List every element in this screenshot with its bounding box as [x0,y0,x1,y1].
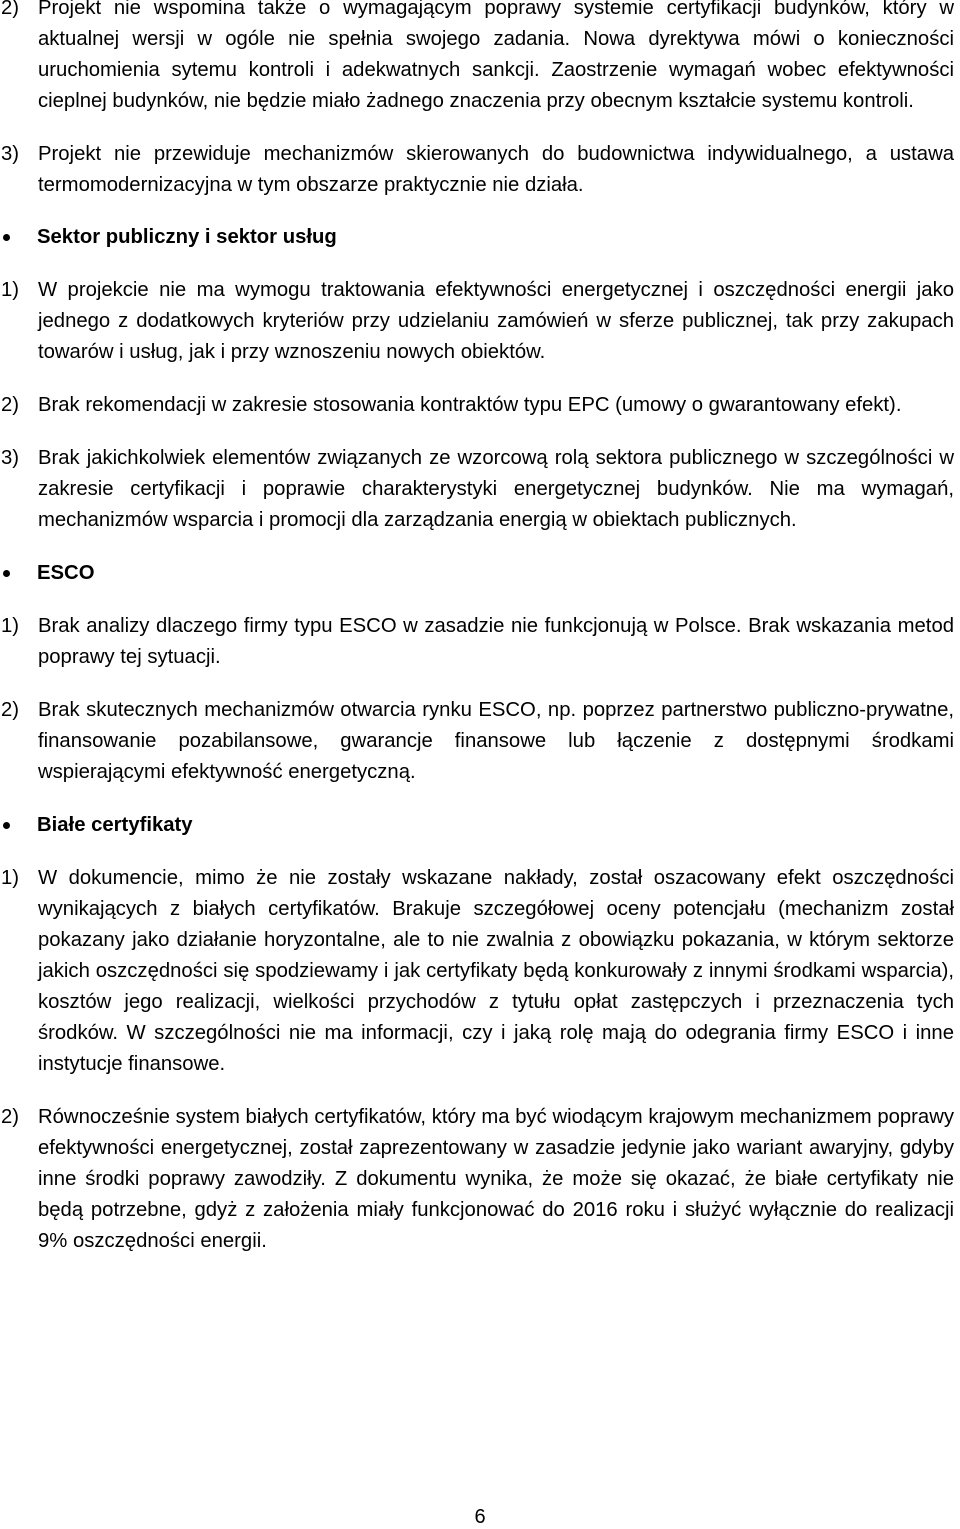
bullet-icon [0,558,37,589]
item-number: 1) [1,615,20,637]
item-number: 2) [1,699,20,721]
page-number: 6 [474,1506,486,1528]
item-number: 2) [1,0,20,19]
section-title: ESCO [37,562,95,584]
item-number: 2) [1,394,20,416]
list-item-continuation-3 [0,139,960,201]
section-heading-white-certificates [0,810,960,841]
list-item [0,1102,960,1257]
list-item [0,611,960,673]
item-number: 3) [1,143,20,165]
list-item [0,443,960,536]
item-text: Brak skutecznych mechanizmów otwarcia rynku ESCO, np. poprzez partnerstwo publiczno-prywatne, finansowanie pozabilansowe, gwarancje finansowe lub łączenie z dostępnymi środkami wspierającymi efektywność energetyczną. [38,699,954,783]
item-text: Projekt nie przewiduje mechanizmów skierowanych do budownictwa indywidualnego, a ustawa termomodernizacyjna w tym obszarze praktycznie nie działa. [38,143,954,196]
item-text: Równocześnie system białych certyfikatów, który ma być wiodącym krajowym mechanizmem poprawy efektywności energetycznej, został zaprezentowany w zasadzie jedynie jako wariant awaryjny, gdyby inne środki poprawy zawodziły. Z dokumentu wynika, że może się okazać, że białe certyfikaty nie będą potrzebne, gdyż z założenia miały funkcjonować do 2016 roku i służyć wyłącznie do realizacji 9% oszczędności energii. [38,1106,954,1252]
item-text: Brak rekomendacji w zakresie stosowania kontraktów typu EPC (umowy o gwarantowany efekt). [38,394,902,416]
item-number: 2) [1,1106,20,1128]
list-item [0,863,960,1080]
item-number: 1) [1,867,20,889]
item-text: W projekcie nie ma wymogu traktowania efektywności energetycznej i oszczędności energii jako jednego z dodatkowych kryteriów przy udzielaniu zamówień w sferze publicznej, tak przy zakupach towarów i usług, jak i przy wznoszeniu nowych obiektów. [38,279,954,363]
list-item [0,275,960,368]
item-text: W dokumencie, mimo że nie zostały wskazane nakłady, został oszacowany efekt oszczędności wynikających z białych certyfikatów. Brakuje szczegółowej oceny potencjału (mechanizm został pokazany jako działanie horyzontalne, ale to nie zwalnia z obowiązku pokazania, w którym sektorze jakich oszczędności się spodziewamy i jak certyfikaty będą konkurowały z innymi środkami wsparcia), kosztów jego realizacji, wielkości przychodów z tytułu opłat zastępczych i przeznaczenia tych środków. W szczególności nie ma informacji, czy i jaką rolę mają do odegrania firmy ESCO i inne instytucje finansowe. [38,867,954,1075]
item-text: Brak jakichkolwiek elementów związanych ze wzorcową rolą sektora publicznego w szczególności w zakresie certyfikacji i poprawie charakterystyki energetycznej budynków. Nie ma wymagań, mechanizmów wsparcia i promocji dla zarządzania energią w obiektach publicznych. [38,447,954,531]
bullet-icon [0,222,37,253]
section-heading-esco [0,558,960,589]
section-title: Sektor publiczny i sektor usług [37,226,337,248]
list-item [0,695,960,788]
list-item [0,390,960,421]
section-heading-public-sector [0,222,960,253]
item-number: 1) [1,279,20,301]
bullet-icon [0,810,37,841]
item-text: Brak analizy dlaczego firmy typu ESCO w zasadzie nie funkcjonują w Polsce. Brak wskazania metod poprawy tej sytuacji. [38,615,954,668]
list-item-continuation-2 [0,0,960,117]
section-title: Białe certyfikaty [37,814,193,836]
item-text: Projekt nie wspomina także o wymagającym poprawy systemie certyfikacji budynków, który w aktualnej wersji w ogóle nie spełnia swojego zadania. Nowa dyrektywa mówi o konieczności uruchomienia sytemu kontroli i adekwatnych sankcji. Zaostrzenie wymagań wobec efektywności cieplnej budynków, nie będzie miało żadnego znaczenia przy obecnym kształcie systemu kontroli. [38,0,954,112]
item-number: 3) [1,447,20,469]
